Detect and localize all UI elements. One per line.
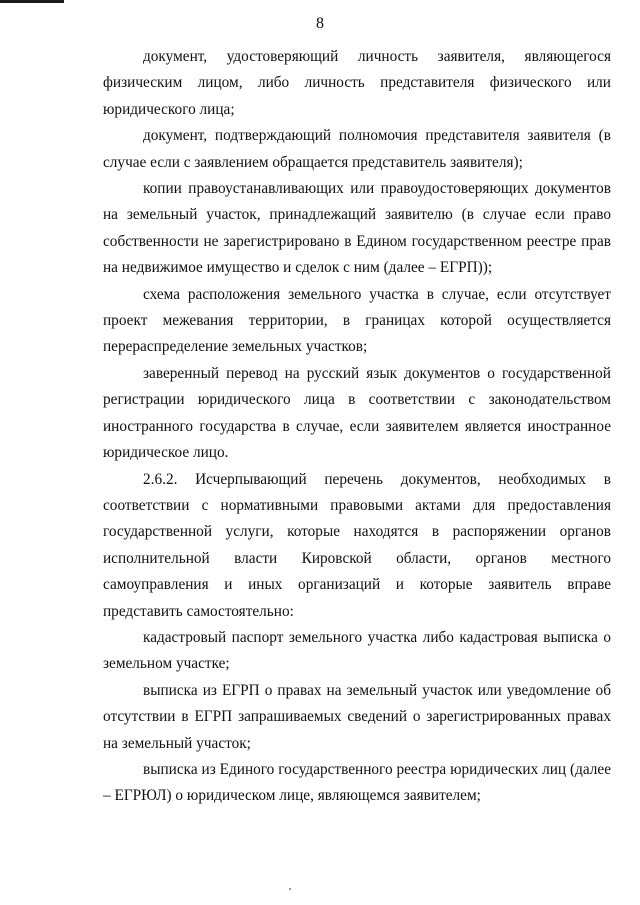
paragraph-title-documents: копии правоустанавливающих или правоудостоверяющих документов на земельный участок, принадлежащий заявителю (в случае если право собственности не зарегистрировано в Едином государственном реестре прав на недвижимое имущество и сделок с ним (далее – ЕГРП)); [103,180,611,277]
scan-speck [289,888,291,890]
paragraph-authority-document: документ, подтверждающий полномочия представителя заявителя (в случае если с заявлением обращается представитель заявителя); [103,127,611,171]
paragraph-egrul-extract: выписка из Единого государственного реестра юридических лиц (далее – ЕГРЮЛ) о юридическом лице, являющемся заявителем; [103,760,611,805]
paragraph-cadastral-passport: кадастровый паспорт земельного участка либо кадастровая выписка о земельном участке; [103,628,611,673]
paragraph-identity-document: документ, удостоверяющий личность заявителя, являющегося физическим лицом, либо личность представителя физического или юридического лица; [103,48,611,118]
page-number: 8 [316,15,324,32]
paragraph-section-2-6-2: 2.6.2. Исчерпывающий перечень документов, необходимых в соответствии с нормативными правовыми актами для предоставления государственной услуги, которые находятся в распоряжении органов исполнительной власти Кировской области, органов местного самоуправления и иных организаций и которые заявитель вправе представить самостоятельно: [103,470,611,620]
document-body [103,44,611,810]
scan-edge-mark [0,0,64,3]
paragraph-land-scheme: схема расположения земельного участка в случае, если отсутствует проект межевания территории, в границах которой осуществляется перераспределение земельных участков; [103,285,611,356]
paragraph-certified-translation: заверенный перевод на русский язык документов о государственной регистрации юридического лица в соответствии с законодательством иностранного государства в случае, если заявителем является иностранное юридическое лицо. [103,364,611,462]
paragraph-egrp-extract: выписка из ЕГРП о правах на земельный участок или уведомление об отсутствии в ЕГРП запрашиваемых сведений о зарегистрированных правах на земельный участок; [103,681,611,752]
